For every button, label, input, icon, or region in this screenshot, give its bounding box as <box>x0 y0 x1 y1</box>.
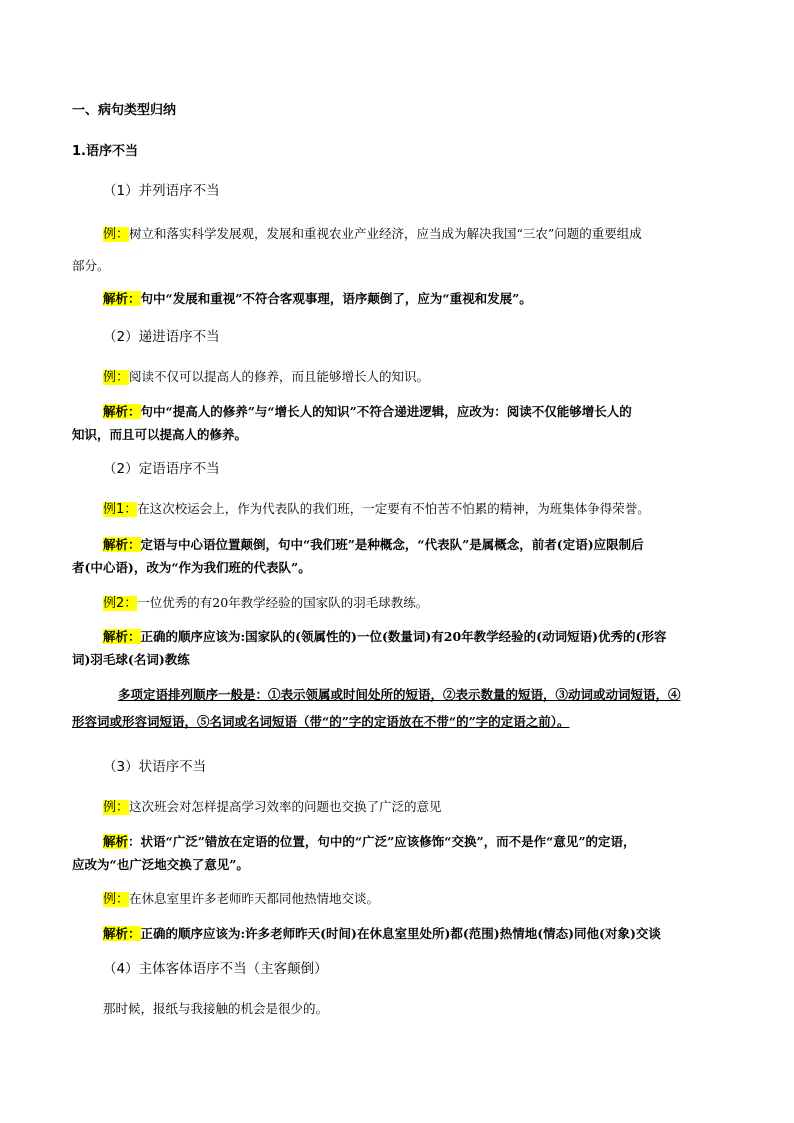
analysis-text: 正确的顺序应该为:国家队的(领属性的)一位(数量词)有20年教学经验的(动词短语)优秀的(形容 <box>140 629 667 644</box>
analysis-paragraph <box>103 536 763 554</box>
example-text: 在这次校运会上，作为代表队的我们班，一定要有不怕苦不怕累的精神，为班集体争得荣誉。 <box>137 501 650 516</box>
analysis-label: 解析： <box>103 537 141 552</box>
analysis-text-continued: 知识，而且可以提高人的修养。 <box>72 427 248 442</box>
analysis-text-continued: 者(中心语)，改为“作为我们班的代表队”。 <box>72 560 311 575</box>
example-paragraph <box>103 594 763 613</box>
analysis-label: 解析： <box>103 291 141 306</box>
subheading-attributive-order: （2）定语语序不当 <box>103 461 220 477</box>
example-label: 例： <box>103 800 130 815</box>
example-text: 阅读不仅可以提高人的修养，而且能够增长人的知识。 <box>129 369 430 384</box>
example-paragraph <box>103 225 763 244</box>
note-paragraph: 多项定语排列顺序一般是：①表示领属或时间处所的短语，②表示数量的短语，③动词或动词短语，④ <box>118 687 681 702</box>
analysis-text-continued: 应改为“也广泛地交换了意见”。 <box>72 857 249 872</box>
analysis-paragraph <box>103 925 763 943</box>
example-paragraph <box>103 500 763 519</box>
analysis-text: 句中“发展和重视”不符合客观事理，语序颠倒了，应为“重视和发展”。 <box>140 291 532 306</box>
example-text: 这次班会对怎样提高学习效率的问题也交换了广泛的意见 <box>129 799 442 814</box>
subheading-coordinate-order: （1）并列语序不当 <box>103 183 220 199</box>
example-label: 例： <box>103 227 130 242</box>
example-paragraph <box>103 368 763 387</box>
analysis-label: 解析 <box>103 834 129 849</box>
analysis-paragraph <box>103 833 763 851</box>
example-label: 例： <box>103 370 130 385</box>
analysis-text: 正确的顺序应该为:许多老师昨天(时间)在休息室里处所)都(范围)热情地(情态)同他(对象)交谈 <box>140 926 661 941</box>
analysis-text-continued: 词)羽毛球(名词)教练 <box>72 652 190 667</box>
analysis-label: 解析： <box>103 926 141 941</box>
analysis-paragraph <box>103 403 763 421</box>
example-label: 例1： <box>103 502 138 517</box>
analysis-paragraph <box>103 628 763 646</box>
main-heading: 一、病句类型归纳 <box>72 103 177 118</box>
example-text: 一位优秀的有20年教学经验的国家队的羽毛球教练。 <box>137 595 429 610</box>
analysis-label: 解析： <box>103 404 141 419</box>
example-paragraph <box>103 890 763 909</box>
note-text-continued: 形容词或形容词短语，⑤名词或名词短语（带“的”字的定语放在不带“的”字的定语之前）。 <box>72 714 570 729</box>
example-paragraph <box>103 798 763 817</box>
example-text-continued: 部分。 <box>72 258 110 273</box>
analysis-text: 句中“提高人的修养”与“增长人的知识”不符合递进逻辑，应改为：阅读不仅能够增长人的 <box>140 404 632 419</box>
example-label: 例2： <box>103 596 138 611</box>
subheading-adverbial-order: （3）状语序不当 <box>103 759 207 775</box>
analysis-text: ：状语“广泛”错放在定语的位置，句中的“广泛”应该修饰“交换”，而不是作“意见”的定语， <box>128 834 636 849</box>
example-text: 树立和落实科学发展观，发展和重视农业产业经济，应当成为解决我国“三农”问题的重要组成 <box>129 226 642 241</box>
subheading-subject-object-order: （4）主体客体语序不当（主客颠倒） <box>103 961 328 977</box>
example-text: 那时候，报纸与我接触的机会是很少的。 <box>103 1001 329 1016</box>
subheading-progressive-order: （2）递进语序不当 <box>103 329 220 345</box>
analysis-text: 定语与中心语位置颠倒，句中“我们班”是种概念，“代表队”是属概念，前者(定语)应限制后 <box>140 537 644 552</box>
section-heading-word-order: 1.语序不当 <box>72 144 138 159</box>
example-text: 在休息室里许多老师昨天都同他热情地交谈。 <box>129 891 380 906</box>
example-label: 例： <box>103 892 130 907</box>
analysis-label: 解析： <box>103 629 141 644</box>
analysis-paragraph <box>103 290 763 308</box>
